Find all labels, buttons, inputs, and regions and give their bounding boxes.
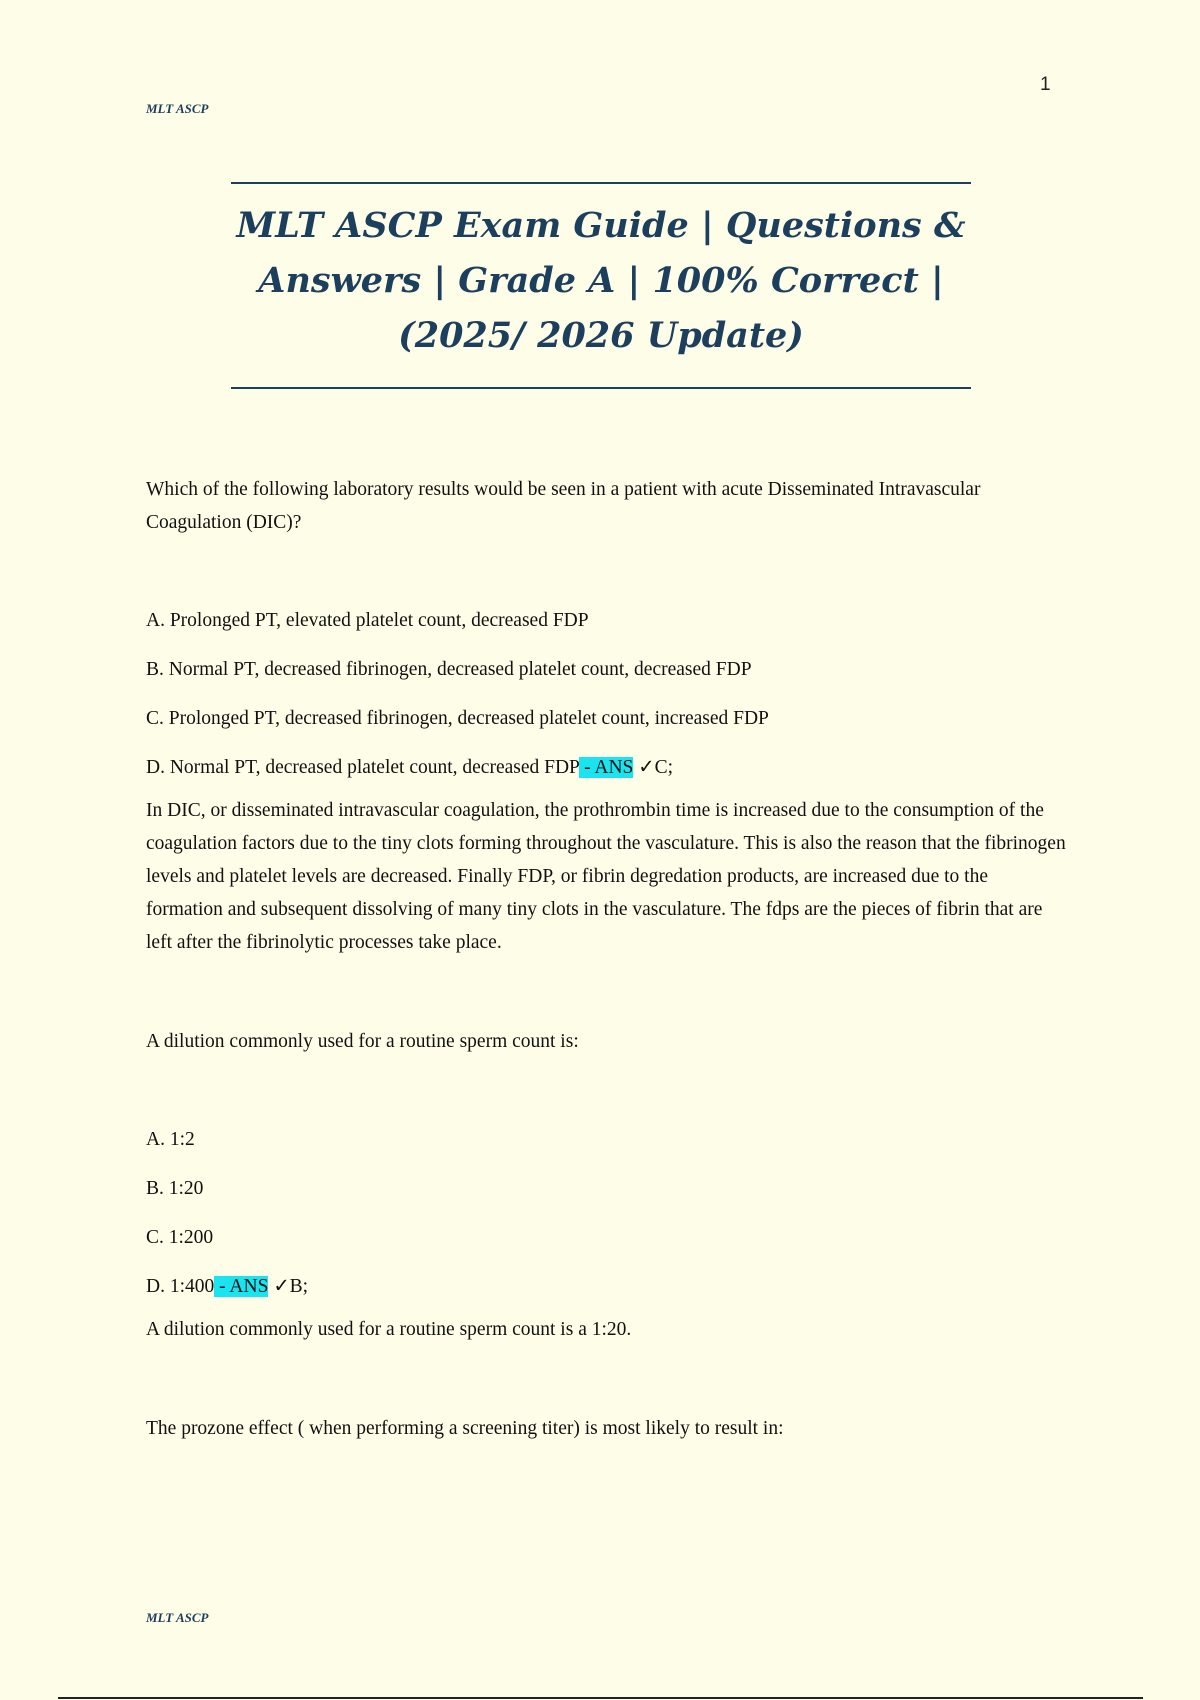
question-stem: Which of the following laboratory results would be seen in a patient with acute Disseminated Intravascular Coagulation (DIC)? <box>146 479 981 533</box>
option-d: D. 1:400 <box>146 1276 215 1297</box>
option-d-line <box>146 751 1066 784</box>
question-2 <box>146 1025 1066 1346</box>
question-list <box>146 473 1066 1510</box>
option-d-line <box>146 1270 1066 1303</box>
question-stem: A dilution commonly used for a routine sperm count is: <box>146 1031 579 1052</box>
question-1 <box>146 473 1066 959</box>
answer-explanation: A dilution commonly used for a routine sperm count is a 1:20. <box>146 1319 632 1340</box>
footer-rule <box>58 1697 1143 1699</box>
answer-explanation: In DIC, or disseminated intravascular coagulation, the prothrombin time is increased due to the consumption of the coagulation factors due to the tiny clots forming throughout the vasculature. This is also the reason that the fibrinogen levels and platelet levels are decreased. Finally FDP, or fibrin degredation products, are increased due to the formation and subsequent dissolving of many tiny clots in the vasculature. The fdps are the pieces of fibrin that are left after the fibrinolytic processes take place. <box>146 800 1066 953</box>
question-stem: The prozone effect ( when performing a screening titer) is most likely to result in: <box>146 1418 784 1439</box>
page-number: 1 <box>1040 74 1051 95</box>
document-title: MLT ASCP Exam Guide | Questions & Answers | Grade A | 100% Correct | (2025/ 2026 Update) <box>236 205 966 356</box>
option-a: A. 1:2 <box>146 1129 195 1150</box>
answer-key: ✓C; <box>633 757 674 778</box>
option-c: C. 1:200 <box>146 1227 214 1248</box>
option-a: A. Prolonged PT, elevated platelet count, decreased FDP <box>146 610 589 631</box>
option-d: D. Normal PT, decreased platelet count, decreased FDP <box>146 757 580 778</box>
option-b: B. Normal PT, decreased fibrinogen, decreased platelet count, decreased FDP <box>146 659 752 680</box>
option-b: B. 1:20 <box>146 1178 204 1199</box>
header-label: MLT ASCP <box>146 101 209 116</box>
answer-marker: - ANS <box>214 1276 269 1297</box>
title-top-rule <box>231 182 971 184</box>
answer-marker: - ANS <box>579 757 634 778</box>
answer-key: ✓B; <box>268 1276 309 1297</box>
footer-label: MLT ASCP <box>146 1610 209 1625</box>
question-3 <box>146 1412 1066 1445</box>
title-bottom-rule <box>231 387 971 389</box>
option-c: C. Prolonged PT, decreased fibrinogen, decreased platelet count, increased FDP <box>146 708 769 729</box>
